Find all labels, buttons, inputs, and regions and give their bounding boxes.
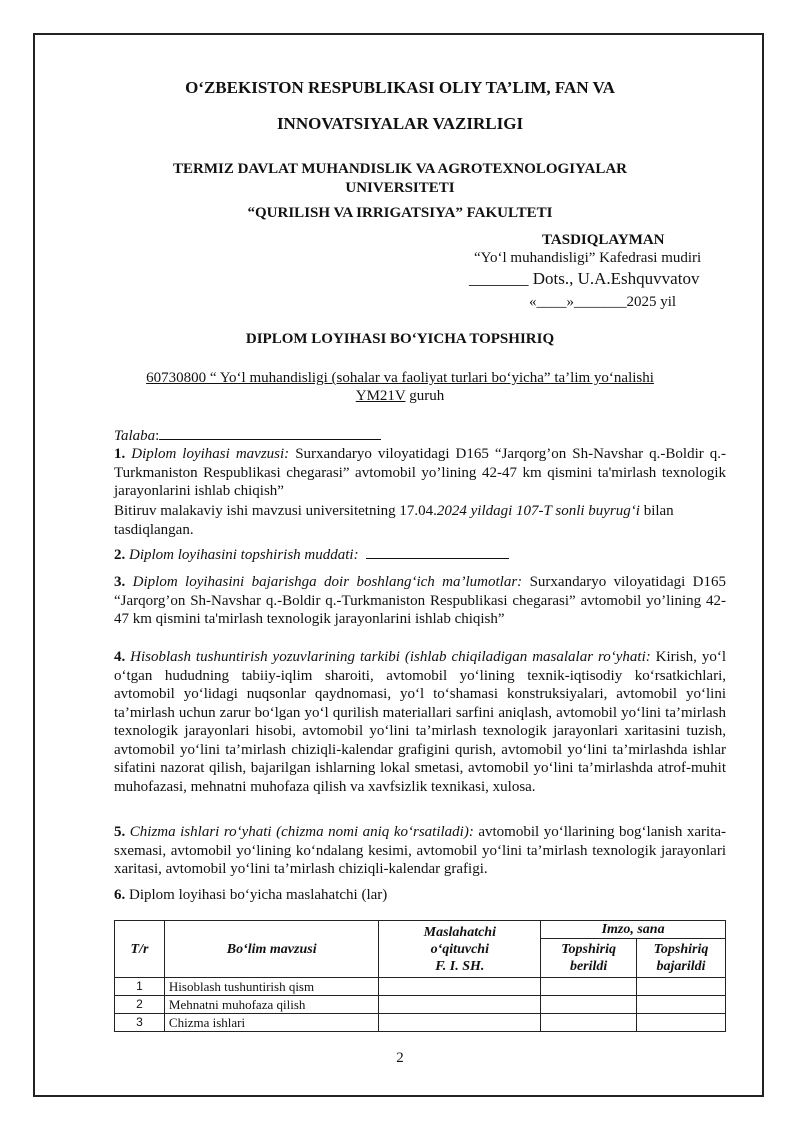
university-title [0,160,800,198]
group-label: guruh [409,388,445,404]
row-advisor-cell[interactable] [379,996,541,1014]
given-header-line-2: berildi [569,959,608,974]
item-4-text: Kirish, yo‘l o‘tgan hududning tabiiy-iqlim sharoiti, avtomobil yo‘lining texnik-iqtisodiy ko‘rsatkichlari, avtomobil yo‘lidagi nuqsonlar qaydnomasi, yo‘l to‘shamasi konstruksiyalari, avtomobil yo‘lini ta’mirlash uchun zarur bo‘lgan yo‘l qurilish materiallari sarfini aniqlash, avtomobil yo‘lini ta’mirlash texnologik jarayonlari hisobi, avtomobil yo‘lini ta’mirlash texnologik jarayonlari xaritasini tuzish, avtomobil yo‘lini ta’mirlash chiziqli-kalendar grafigini qurish, avtomobil yo‘lini ta’mirlashda ishlar sifatini nazorat qilish, bajarilgan ishlarning lokal smetasi, avtomobil yo‘lini ta’mirlashda atrof-muhit muhofazasi, mehnatni muhofaza qilish va xavfsizlik texnikasi, xulosa. [114,649,726,795]
row-given-cell[interactable] [541,996,637,1014]
done-header-line-2: bajarildi [656,959,706,974]
specialty-line: 60730800 “ Yo‘l muhandisligi (sohalar va faoliyat turlari bo‘yicha” ta’lim yo‘nalishi [146,370,654,386]
row-done-cell[interactable] [637,1014,726,1032]
table-row [115,978,726,996]
header-given [541,939,637,978]
row-given-cell[interactable] [541,978,637,996]
item-4-number: 4. [114,649,126,665]
signature-blank: _______ [469,269,529,288]
item-3-text: Surxandaryo viloyatidagi D165 “Jarqorg’on Sh-Navshar q.-Boldir q.-Turkmaniston Respublikasi chegarasi” avtomobil yo’lining 42-47 km qismini ta'mirlash texnologik jarayonlarini ishlab chiqish” [114,574,727,627]
item-3-label: Diplom loyihasini bajarishga doir boshlang‘ich ma’lumotlar: [132,574,523,590]
advisors-table [114,920,726,1032]
header-done [637,939,726,978]
item-2-label: Diplom loyihasini topshirish muddati: [129,547,359,563]
approval-title: TASDIQLAYMAN [542,232,665,248]
row-done-cell[interactable] [637,978,726,996]
row-advisor-cell[interactable] [379,978,541,996]
row-number: 2 [115,996,165,1014]
approval-position: “Yo‘l muhandisligi” Kafedrasi mudiri [474,250,702,266]
page-number: 2 [396,1050,404,1066]
header-num: T/r [115,921,165,978]
advisor-header-line-3: F. I. SH. [435,958,485,974]
item-1-text: Surxandaryo viloyatidagi D165 “Jarqorg’on Sh-Navshar q.-Boldir q.-Turkmaniston Respublikasi chegarasi” avtomobil yo’lining 42-47 km qismini ta'mirlash texnologik jarayonlarini ishlab chiqish” [114,446,727,499]
row-number: 3 [115,1014,165,1032]
item-4-label: Hisoblash tushuntirish yozuvlarining tarkibi (ishlab chiqiladigan masalalar ro‘yhati: [130,649,651,665]
item-3-number: 3. [114,574,126,590]
deadline-blank[interactable] [366,557,509,559]
student-colon: : [155,428,160,444]
row-section: Mehnatni muhofaza qilish [164,996,379,1014]
student-name-blank[interactable] [159,438,381,440]
row-advisor-cell[interactable] [379,1014,541,1032]
item-2 [114,546,726,565]
approval-signature-line [469,269,699,289]
faculty-title: “QURILISH VA IRRIGATSIYA” FAKULTETI [247,205,553,221]
row-section: Chizma ishlari [164,1014,379,1032]
table-row [115,996,726,1014]
item-2-number: 2. [114,547,126,563]
signatory-name: Dots., U.A.Eshquvvatov [532,269,700,288]
item-5-text: avtomobil yo‘llarining bog‘lanish xarita-sxemasi, avtomobil yo‘lining ko‘ndalang kesimi, avtomobil yo‘lini ta’mirlash texnologik jarayonlari xaritasi, avtomobil yo‘lini ta’mirlash chiziqli-kalendar grafigi. [114,824,727,877]
header-advisor [379,921,541,978]
item-1-label: Diplom loyihasi mavzusi: [131,446,290,462]
advisor-header-line-1: Maslahatchi [423,924,496,940]
advisor-header-line-2: o‘qituvchi [430,941,489,957]
university-line-2: UNIVERSITETI [345,180,455,196]
given-header-line-1: Topshiriq [561,942,616,957]
item-5-label: Chizma ishlari ro‘yhati (chizma nomi aniq ko‘rsatiladi): [129,824,474,840]
approval-text-b: 2024 yildagi 107-T sonli buyrug‘i [436,503,640,519]
done-header-line-1: Topshiriq [653,942,709,957]
item-6-text: Diplom loyihasi bo‘yicha maslahatchi (lar) [129,887,388,903]
item-5-number: 5. [114,824,126,840]
item-1-number: 1. [114,446,126,462]
item-3 [114,573,726,629]
table-row [115,1014,726,1032]
ministry-title [0,70,800,142]
row-given-cell[interactable] [541,1014,637,1032]
row-done-cell[interactable] [637,996,726,1014]
student-line [114,427,726,446]
item-6 [114,886,726,905]
group-code: YM21V [355,388,406,404]
header-section: Bo‘lim mavzusi [164,921,379,978]
item-1 [114,445,726,501]
approval-text-c: bilan tasdiqlangan. [114,503,674,538]
ministry-line-1: O‘ZBEKISTON RESPUBLIKASI OLIY TA’LIM, FAN VA [185,78,615,97]
row-section: Hisoblash tushuntirish qism [164,978,379,996]
row-number: 1 [115,978,165,996]
specialty-block [0,369,800,405]
approval-text-a: Bitiruv malakaviy ishi mavzusi universitetning 17.04. [114,503,437,519]
approval-date: «____»_______2025 yil [529,294,677,310]
item-1-approval [114,502,726,539]
document-title: DIPLOM LOYIHASI BO‘YICHA TOPSHIRIQ [245,331,555,347]
university-line-1: TERMIZ DAVLAT MUHANDISLIK VA AGROTEXNOLOGIYALAR [173,161,627,177]
header-sign-group: Imzo, sana [541,921,726,939]
ministry-line-2: INNOVATSIYALAR VAZIRLIGI [276,114,524,133]
item-4 [114,648,726,796]
item-6-number: 6. [114,887,126,903]
item-5 [114,823,726,879]
student-label: Talaba [114,428,156,444]
